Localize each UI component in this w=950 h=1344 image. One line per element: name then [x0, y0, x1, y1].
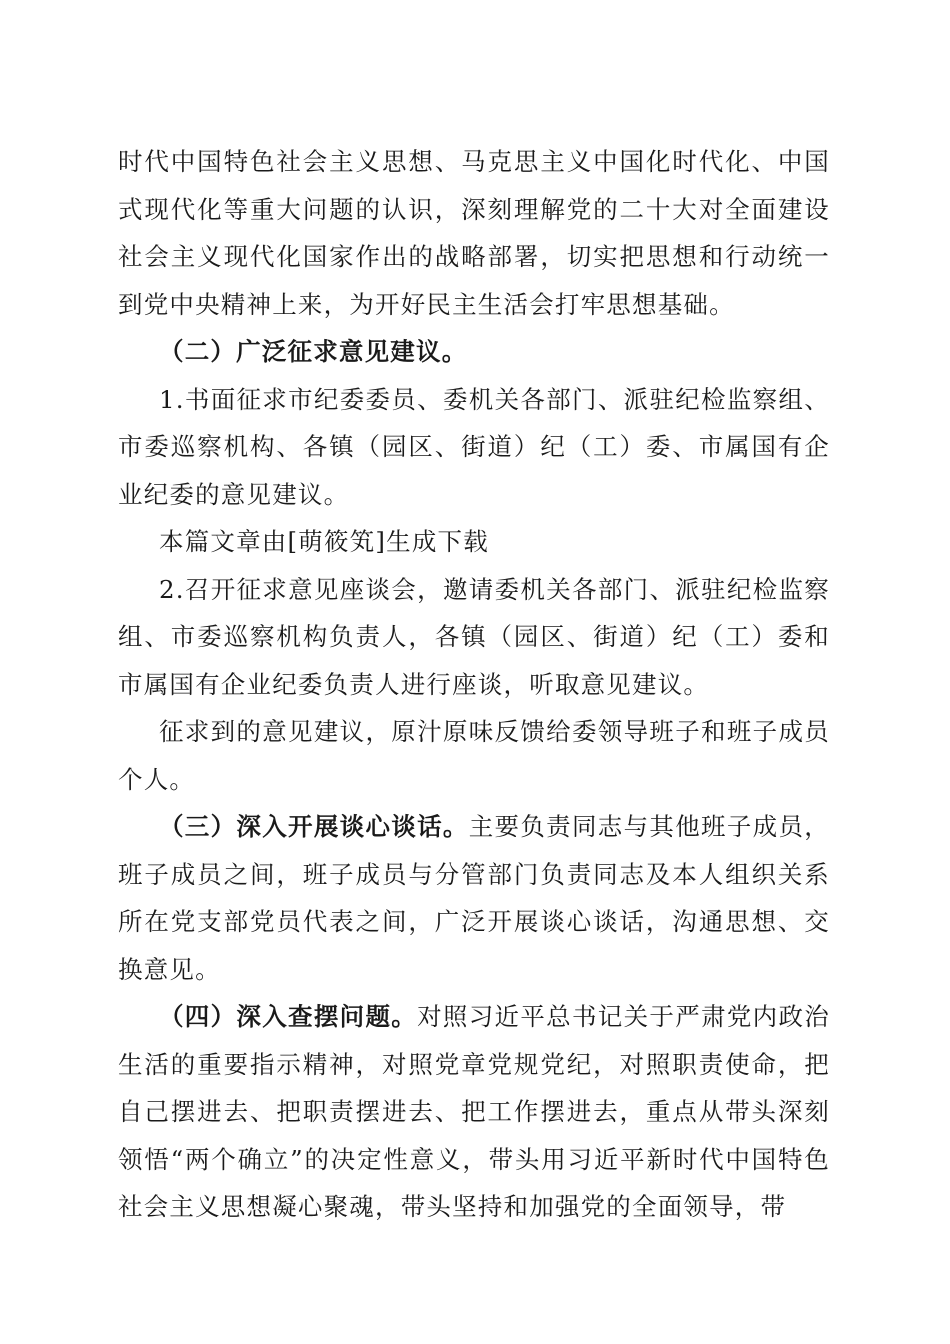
section-4-body: 对照习近平总书记关于严肃党内政治生活的重要指示精神，对照党章党规党纪，对照职责使命，把自己摆进去、把职责摆进去、把工作摆进去，重点从带头深刻领悟“两个确立”的决定性意义，带头用习近平新时代中国特色社会主义思想凝心聚魂，带头坚持和加强党的全面领导，带	[118, 1002, 831, 1221]
section-heading-2: （二）广泛征求意见建议。	[159, 337, 468, 366]
paragraph-section-4	[118, 993, 830, 1231]
paragraph-item-2: 2.召开征求意见座谈会，邀请委机关各部门、派驻纪检监察组、市委巡察机构负责人，各镇（园区、街道）纪（工）委和市属国有企业纪委负责人进行座谈，听取意见建议。	[118, 574, 830, 699]
paragraph-continuation: 时代中国特色社会主义思想、马克思主义中国化时代化、中国式现代化等重大问题的认识，深刻理解党的二十大对全面建设社会主义现代化国家作出的战略部署，切实把思想和行动统一到党中央精神上来，为开好民主生活会打牢思想基础。	[118, 147, 830, 319]
paragraph-feedback: 征求到的意见建议，原汁原味反馈给委领导班子和班子成员个人。	[118, 717, 830, 794]
section-heading-3: （三）深入开展谈心谈话。	[159, 812, 469, 841]
section-heading-4: （四）深入查摆问题。	[159, 1002, 418, 1031]
section-3-body: 主要负责同志与其他班子成员，班子成员之间，班子成员与分管部门负责同志及本人组织关系所在党支部党员代表之间，广泛开展谈心谈话，沟通思想、交换意见。	[118, 812, 830, 984]
document-body	[118, 138, 830, 1231]
paragraph-section-3	[118, 803, 830, 993]
paragraph-source-note: 本篇文章由[萌筱笂]生成下载	[159, 527, 489, 556]
paragraph-item-1: 1.书面征求市纪委委员、委机关各部门、派驻纪检监察组、市委巡察机构、各镇（园区、街道）纪（工）委、市属国有企业纪委的意见建议。	[118, 384, 830, 509]
